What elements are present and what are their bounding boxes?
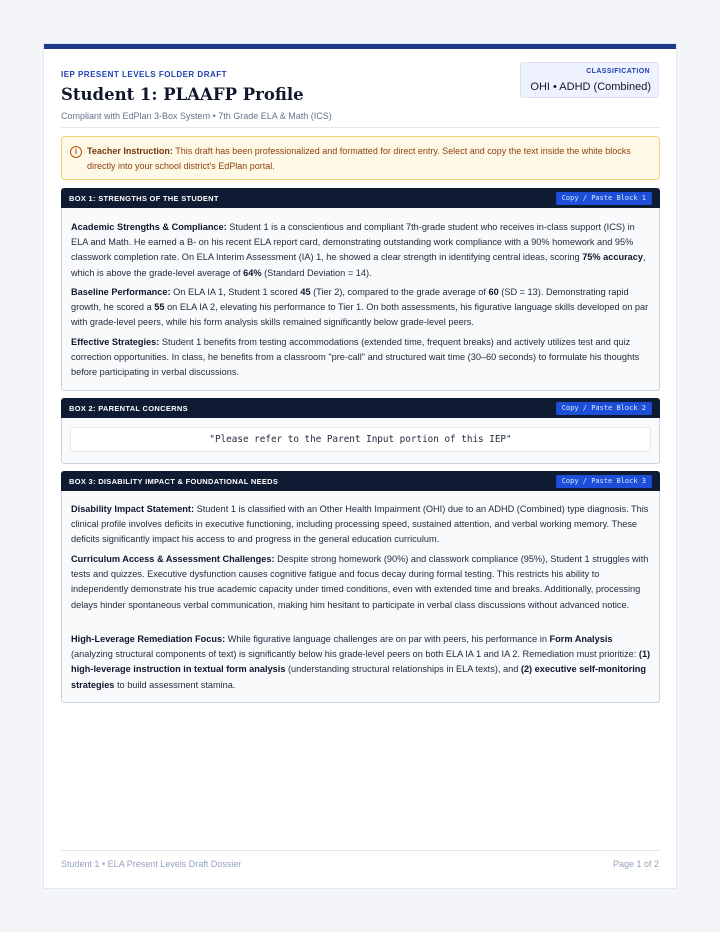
box-2-header	[61, 398, 660, 418]
box-1-p2-bold-1: 45	[300, 287, 311, 297]
box-3-header	[61, 471, 660, 491]
box-3-p3-bold-3: (2) executive self-monitoring strategies	[71, 664, 646, 690]
copy-block-3-button[interactable]: Copy / Paste Block 3	[556, 475, 652, 488]
box-3-p2-label: Curriculum Access & Assessment Challenges:	[71, 554, 275, 564]
box-3-p3-text-a: While figurative language challenges are on par with peers, his performance in	[227, 634, 547, 644]
box-3-paragraph-1[interactable]	[71, 502, 651, 548]
info-icon: i	[70, 146, 82, 158]
box-3-title: BOX 3: DISABILITY IMPACT & FOUNDATIONAL NEEDS	[69, 477, 279, 486]
box-3-p3-text-c: (analyzing structural components of text) is significantly below his grade-level peers on both ELA IA 1 and IA 2. Remediation must prioritize:	[71, 649, 637, 660]
box-1-p2-bold-3: 55	[154, 302, 165, 313]
box-1-p1-bold-1: 75% accuracy	[582, 252, 643, 263]
footer-divider	[61, 850, 660, 851]
page-subtitle: Compliant with EdPlan 3-Box System • 7th Grade ELA & Math (ICS)	[61, 111, 332, 121]
box-1-p3-label: Effective Strategies:	[71, 337, 160, 347]
box-1-p1-bold-2: 64%	[243, 267, 262, 278]
box-3-paragraph-3[interactable]	[71, 632, 651, 693]
box-1-paragraph-2[interactable]	[71, 285, 651, 331]
box-2-title: BOX 2: PARENTAL CONCERNS	[69, 404, 188, 413]
notice-body: This draft has been professionalized and formatted for direct entry. Select and copy the text inside the white blocks directly into your school district's EdPlan portal.	[87, 146, 631, 171]
classification-label: CLASSIFICATION	[586, 68, 650, 75]
box-1-p1-text-a: Student 1 is a conscientious and compliant 7th-grade student who receives in-class support (ICS) in ELA and Math. He earned a B- on his recent ELA report card, demonstrating outstanding work compliance with a 90% homework and 95% classwork completion rate. On ELA Interim Assessment (IA) 1, he showed a clear strength in identifying central ideas, scoring	[71, 222, 635, 263]
document-page	[43, 43, 677, 889]
copy-block-2-button[interactable]: Copy / Paste Block 2	[556, 402, 652, 415]
box-3-p3-bold-2: (1) high-leverage instruction in textual form analysis	[71, 649, 651, 675]
box-3-paragraph-2[interactable]	[71, 552, 651, 613]
footer-page-number: Page 1 of 2	[612, 859, 659, 869]
notice-text	[87, 144, 649, 173]
box-3-p1-text: Student 1 is classified with an Other Health Impairment (OHI) due to an ADHD (Combined) type diagnosis. This clinical profile involves deficits in executive functioning, including processing speed, sustained attention, and verbal working memory. These deficits significantly impact his access to and progress in the general education curriculum.	[71, 504, 649, 545]
box-1-p3-text: Student 1 benefits from testing accommodations (extended time, frequent breaks) and actively utilizes test and quiz correction opportunities. In class, he benefits from a classroom "pre-call" and structured wait time (30–60 seconds) to formulate his thoughts before participating in verbal discussions.	[71, 337, 640, 378]
classification-card	[520, 62, 659, 98]
copy-block-1-button[interactable]: Copy / Paste Block 1	[556, 192, 652, 205]
box-3-p3-bold-1: Form Analysis	[549, 634, 613, 644]
document-eyebrow: IEP PRESENT LEVELS FOLDER DRAFT	[61, 70, 228, 79]
box-1-paragraph-3[interactable]	[71, 335, 651, 381]
box-3-body	[61, 491, 660, 703]
teacher-instruction-notice	[61, 136, 660, 180]
box-1-p1-text-d: (Standard Deviation = 14).	[264, 267, 372, 278]
box-1-p1-label: Academic Strengths & Compliance:	[71, 222, 227, 232]
box-1-p2-bold-2: 60	[488, 287, 499, 297]
box-3-p3-text-d: (understanding structural relationships in ELA texts), and	[288, 664, 519, 675]
box-3-p3-text-e: to build assessment stamina.	[116, 679, 236, 690]
page-title: Student 1: PLAAFP Profile	[61, 85, 304, 104]
box-1-p2-text-e: on ELA IA 2, elevating his performance to Tier 1. On both assessments, his figurative language skills developed on par with grade-level peers, while his form analysis skills remained significantly below grade-level peers.	[71, 302, 649, 328]
box-1-p2-text-d: (SD = 13). Demonstrating rapid growth, he scored a	[71, 287, 629, 313]
box-1-p2-label: Baseline Performance:	[71, 287, 171, 297]
box-1-title: BOX 1: STRENGTHS OF THE STUDENT	[69, 194, 219, 203]
box-1-paragraph-1[interactable]	[71, 220, 651, 281]
box-1-p1-text-c: , which is above the grade-level average of	[71, 252, 646, 278]
box-2-body	[61, 418, 660, 464]
box-3-p1-label: Disability Impact Statement:	[71, 504, 195, 514]
notice-label: Teacher Instruction:	[87, 146, 173, 156]
parental-concerns-text-block[interactable]: "Please refer to the Parent Input portion of this IEP"	[70, 427, 651, 452]
box-1-p2-text-a: On ELA IA 1, Student 1 scored	[173, 287, 298, 297]
classification-value: OHI • ADHD (Combined)	[530, 81, 651, 93]
box-1-p2-text-c: (Tier 2), compared to the grade average of	[313, 287, 486, 297]
box-3-p2-text: Despite strong homework (90%) and classwork compliance (95%), Student 1 struggles with tests and quizzes. Executive dysfunction causes cognitive fatigue and focus decay during formal testing. This restricts his ability to independently demonstrate his true academic capacity under timed conditions, even with extended time and breaks. Additionally, processing delays hinder spontaneous verbal communication, making him hesitant to participate in verbal class discussions without advanced notice.	[71, 554, 649, 610]
box-1-header	[61, 188, 660, 208]
header-divider	[61, 127, 660, 128]
accent-bar	[44, 44, 676, 49]
box-1-body	[61, 208, 660, 391]
box-3-p3-label: High-Leverage Remediation Focus:	[71, 634, 226, 644]
footer-document-label: Student 1 • ELA Present Levels Draft Dossier	[61, 859, 242, 869]
